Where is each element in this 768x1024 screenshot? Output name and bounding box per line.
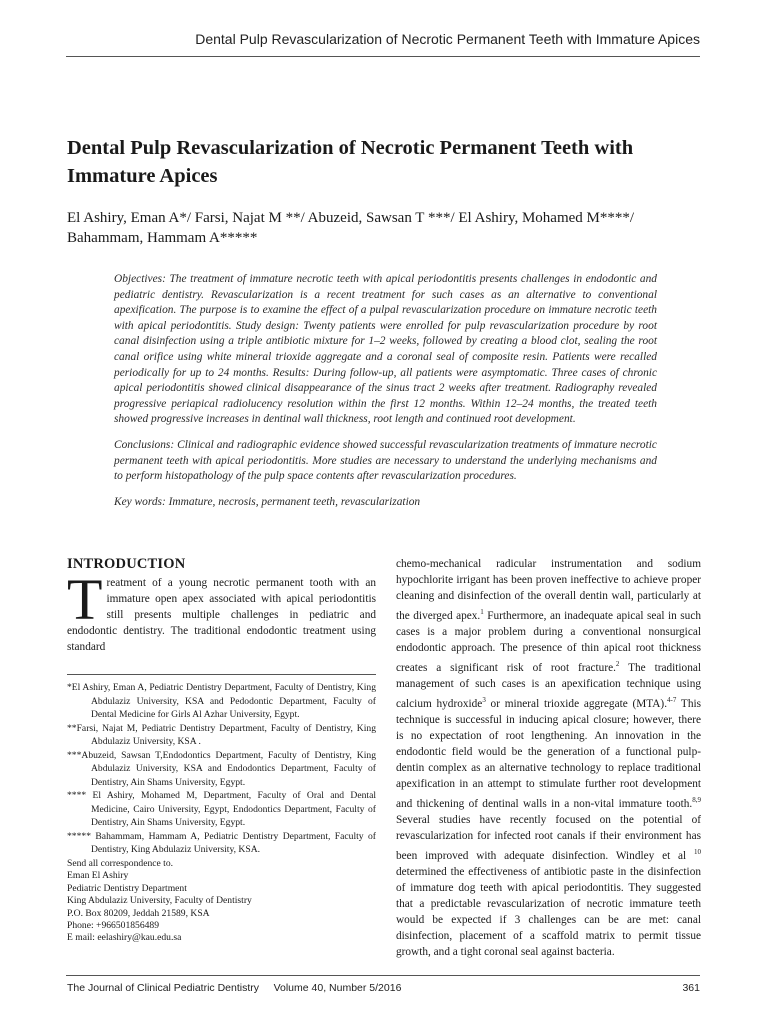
author-list: El Ashiry, Eman A*/ Farsi, Najat M **/ Abuzeid, Sawsan T ***/ El Ashiry, Mohamed M****/ Bahammam, Hammam A*****: [67, 210, 635, 246]
correspondence-address: P.O. Box 80209, Jeddah 21589, KSA: [67, 907, 210, 919]
footnote-author-2: **Farsi, Najat M, Pediatric Dentistry Department, Faculty of Dentistry, King Abdulaziz University, KSA .: [67, 722, 376, 747]
text-segment: Several studies have recently focused on the potential of revascularization for infected root canals if their environment has been improved with adequate disinfection. Windley et al: [396, 813, 701, 862]
right-column: [396, 556, 701, 960]
abstract-keywords: Key words: Immature, necrosis, permanent teeth, revascularization: [114, 495, 421, 508]
text-segment: chemo-mechanical radicular instrumentation and sodium hypochlorite irrigant has been proven ineffective to achieve proper cleaning and disinfection of the overall dentin wall, particularly at the diverged apex.: [396, 558, 701, 622]
abstract-conclusions: Conclusions: Clinical and radiographic evidence showed successful revascularization treatments of immature necrotic permanent teeth with apical periodontitis. More studies are necessary to understand the underlying mechanisms and to perform histopathology of the pulp space contents after revascularization procedures.: [114, 438, 657, 483]
left-column: [67, 556, 376, 655]
abstract-objectives: Objectives: The treatment of immature necrotic teeth with apical periodontitis presents challenges in endodontic and pediatric dentistry. Revascularization is a recent treatment for such cases as an alternative to conventional apexification. The purpose is to examine the effect of a pulpal revascularization procedure on immature necrotic teeth with apical periodontitis. Study design: Twenty patients were enrolled for pulp revascularization procedure by root canal disinfection using a triple antibiotic mixture for 1–2 weeks, followed by creating a blood clot, sealing the root canal orifice using white mineral trioxide aggregate and a coronal seal of composite resin. Patients were recalled periodically for up to 24 months. Results: During follow-up, all patients were asymptomatic. Three cases of chronic apical periodontitis showed clinical disappearance of the sinus tract 2 weeks after treatment. Radiography revealed progressive periapical radiolucency resolution within the first 12 months. Within 12–24 months, the treated teeth showed progressive increases in dentinal wall thickness, root length and continued root development.: [114, 273, 657, 426]
correspondence-department: Pediatric Dentistry Department: [67, 882, 187, 894]
drop-cap: T: [67, 567, 103, 632]
footnote-author-3: ***Abuzeid, Sawsan T,Endodontics Department, Faculty of Dentistry, King Abdulaziz University, KSA and Endodontics Department, Faculty of Dentistry, Ain Shams University, Egypt.: [67, 749, 376, 788]
text-segment: This technique is successful in inducing apical closure; however, there is no expectation of root lengthening. An innovation in the endodontic field would be the generation of a functional pulp-dentin complex as an alternative technology to replace traditional apexification in an attempt to stimulate further root development and thickening of dentinal walls in a non-vital immature tooth.: [396, 697, 701, 810]
introduction-paragraph: [67, 567, 376, 655]
correspondence-institution: King Abdulaziz University, Faculty of Dentistry: [67, 895, 252, 907]
correspondence-email: E mail: eelashiry@kau.edu.sa: [67, 932, 182, 944]
text-segment: Furthermore, an inadequate apical seal in such cases is a major problem during a conventional nonsurgical endodontic approach. The presence of thin apical root thickness creates a significant risk of root fracture.: [396, 609, 701, 674]
footnote-author-5: ***** Bahammam, Hammam A, Pediatric Dentistry Department, Faculty of Dentistry, King Abdulaziz University, KSA.: [67, 830, 376, 855]
text-segment: The traditional management of such cases is an apexification technique using calcium hydroxide: [396, 661, 701, 710]
footer-divider: [66, 975, 700, 976]
introduction-text: reatment of a young necrotic permanent tooth with an immature open apex associated with apical periodontitis still presents multiple challenges in pediatric and endodontic dentistry. The traditional endodontic treatment using standard: [67, 577, 376, 653]
running-head: Dental Pulp Revascularization of Necrotic Permanent Teeth with Immature Apices: [195, 31, 700, 47]
citation-ref: 10: [694, 847, 701, 856]
affiliation-footnotes: [67, 674, 376, 857]
page-number: 361: [682, 982, 700, 994]
correspondence-intro: Send all correspondence to.: [67, 858, 174, 869]
correspondence-name: Eman El Ashiry: [67, 870, 129, 882]
correspondence-block: [67, 858, 376, 945]
journal-citation: The Journal of Clinical Pediatric Dentistry Volume 40, Number 5/2016: [67, 982, 402, 994]
text-segment: or mineral trioxide aggregate (MTA).: [485, 697, 668, 710]
right-column-paragraph: [396, 556, 701, 960]
citation-ref: 4-7: [667, 695, 677, 704]
text-segment: determined the effectiveness of antibiotic paste in the disinfection of immature dog teeth with apical periodontitis. They suggested that a predictable revascularization of necrotic immature teeth would be expected if 3 challenges can be are met: canal disinfection, placement of a scaffold matrix to permit tissue growth, and a tight coronal seal against bacteria.: [396, 865, 701, 958]
article-title: Dental Pulp Revascularization of Necrotic Permanent Teeth with Immature Apices: [67, 137, 634, 187]
footnote-author-4: **** El Ashiry, Mohamed M, Department, Faculty of Oral and Dental Medicine, Cairo University, Egypt, Endodontics Department, Faculty of Dentistry, Ain Shams University, Egypt.: [67, 790, 376, 828]
correspondence-phone: Phone: +966501856489: [67, 920, 160, 932]
footnote-author-1: *El Ashiry, Eman A, Pediatric Dentistry Department, Faculty of Dentistry, King Abdulaziz University, KSA and Pedodontic Department, Faculty of Dental Medicine for Girls Al Azhar University, Egypt.: [67, 682, 376, 720]
header-divider: [66, 56, 700, 57]
section-heading-introduction: INTRODUCTION: [67, 556, 186, 572]
citation-ref: 3: [482, 695, 486, 704]
abstract: [114, 272, 657, 520]
citation-ref: 1: [480, 608, 484, 617]
citation-ref: 8,9: [692, 795, 701, 804]
citation-ref: 2: [615, 660, 620, 669]
